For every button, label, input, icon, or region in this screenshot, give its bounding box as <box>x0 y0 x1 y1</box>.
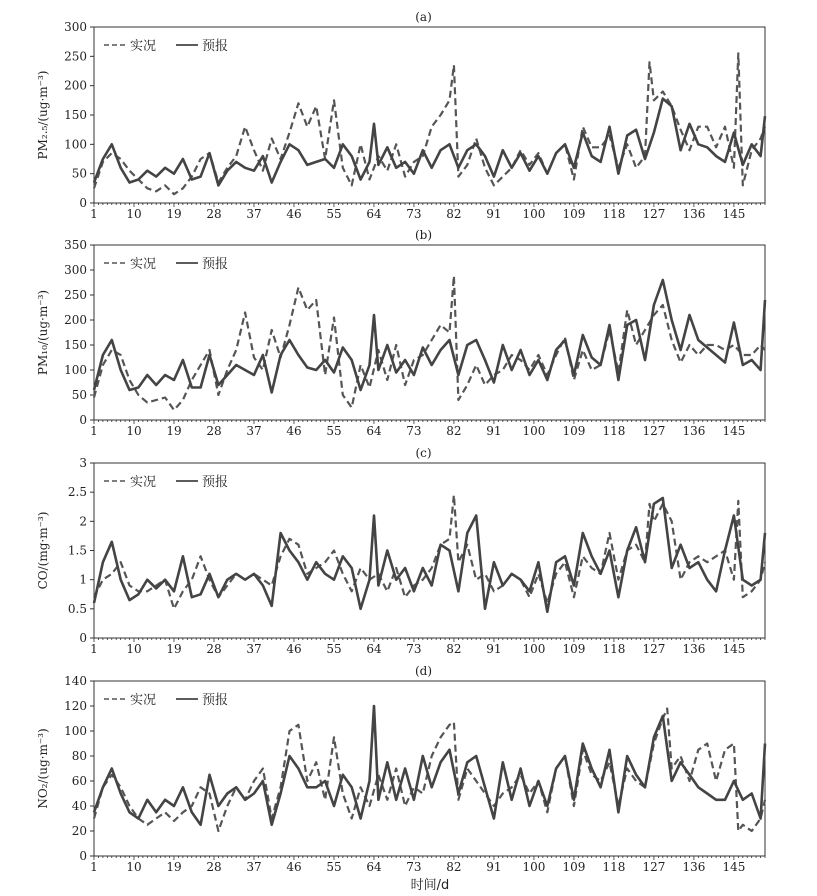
y-tick-label: 50 <box>71 166 87 181</box>
y-tick-label: 100 <box>64 137 87 152</box>
panel-3 <box>36 446 765 656</box>
y-tick-label: 20 <box>71 824 87 838</box>
x-tick-label: 28 <box>206 860 222 874</box>
y-tick-label: 3 <box>79 456 87 470</box>
x-tick-label: 73 <box>406 424 422 438</box>
x-tick-label: 10 <box>126 424 142 438</box>
y-tick-label: 200 <box>64 313 87 327</box>
panel-label: (c) <box>415 446 432 460</box>
y-axis-label: PM₂.₅/(ug·m⁻³) <box>36 70 50 160</box>
x-tick-label: 145 <box>722 642 746 656</box>
x-tick-label: 10 <box>126 642 142 656</box>
x-tick-label: 55 <box>326 860 342 874</box>
legend-forecast-label: 预报 <box>202 39 229 54</box>
x-tick-label: 109 <box>562 207 586 221</box>
x-tick-label: 28 <box>206 424 222 438</box>
x-tick-label: 91 <box>486 642 502 656</box>
y-axis-label: NO₂/(ug·m⁻³) <box>36 728 50 809</box>
y-tick-label: 40 <box>71 799 87 813</box>
y-tick-label: 140 <box>64 674 87 688</box>
x-tick-label: 10 <box>126 860 142 874</box>
x-tick-label: 118 <box>602 424 626 438</box>
y-tick-label: 60 <box>71 774 87 788</box>
x-tick-label: 100 <box>522 207 546 221</box>
x-tick-label: 28 <box>206 207 222 221</box>
x-tick-label: 109 <box>562 860 586 874</box>
y-tick-label: 100 <box>64 363 87 377</box>
x-tick-label: 55 <box>326 424 342 438</box>
x-axis-label: 时间/d <box>410 878 450 893</box>
x-tick-label: 127 <box>642 207 666 221</box>
y-tick-label: 200 <box>64 78 87 93</box>
y-tick-label: 120 <box>64 699 87 713</box>
y-tick-label: 50 <box>71 388 87 402</box>
y-tick-label: 1 <box>79 572 87 587</box>
x-tick-label: 19 <box>166 642 182 656</box>
x-tick-label: 28 <box>206 642 222 656</box>
x-tick-label: 64 <box>366 424 382 438</box>
x-tick-label: 100 <box>522 424 546 438</box>
x-tick-label: 73 <box>406 860 422 874</box>
x-tick-label: 82 <box>446 424 462 438</box>
x-tick-label: 82 <box>446 207 462 221</box>
x-tick-label: 118 <box>602 860 626 874</box>
x-tick-label: 136 <box>682 207 706 221</box>
x-tick-label: 46 <box>286 642 302 656</box>
legend-forecast-label: 预报 <box>202 257 229 272</box>
plot-frame <box>94 245 765 420</box>
x-tick-label: 91 <box>486 207 502 221</box>
y-tick-label: 150 <box>64 108 87 122</box>
x-tick-label: 37 <box>246 860 262 874</box>
y-tick-label: 0 <box>79 413 87 427</box>
y-tick-label: 300 <box>64 263 87 277</box>
x-tick-label: 100 <box>522 860 546 874</box>
x-tick-label: 127 <box>642 642 666 656</box>
y-axis-label: PM₁₀/(ug·m⁻³) <box>36 289 50 376</box>
y-tick-label: 0.5 <box>67 601 87 616</box>
x-tick-label: 37 <box>246 424 262 438</box>
series-observed-line <box>94 276 765 410</box>
x-tick-label: 55 <box>326 642 342 656</box>
panel-label: (d) <box>414 664 433 678</box>
y-tick-label: 250 <box>64 49 87 64</box>
x-tick-label: 1 <box>90 424 98 438</box>
x-tick-label: 136 <box>682 424 706 438</box>
x-tick-label: 64 <box>366 642 382 656</box>
series-forecast-line <box>94 498 765 612</box>
legend-observed-label: 实况 <box>130 693 157 708</box>
x-tick-label: 73 <box>406 207 422 221</box>
legend-forecast-label: 预报 <box>202 475 229 490</box>
legend-forecast-label: 预报 <box>202 693 229 708</box>
series-observed-line <box>94 53 765 194</box>
y-tick-label: 300 <box>64 20 87 34</box>
x-tick-label: 55 <box>326 207 342 221</box>
legend-observed-label: 实况 <box>130 475 157 490</box>
x-tick-label: 1 <box>90 207 98 221</box>
y-tick-label: 0 <box>79 849 87 863</box>
x-tick-label: 46 <box>286 860 302 874</box>
y-tick-label: 80 <box>71 749 87 763</box>
y-tick-label: 250 <box>64 288 87 302</box>
x-tick-label: 118 <box>602 207 626 221</box>
x-tick-label: 109 <box>562 642 586 656</box>
y-tick-label: 0 <box>79 631 87 645</box>
plot-frame <box>94 27 765 203</box>
plot-frame <box>94 463 765 638</box>
x-tick-label: 73 <box>406 642 422 656</box>
y-tick-label: 1.5 <box>67 543 87 558</box>
panel-1 <box>36 10 765 221</box>
panel-2 <box>36 228 765 438</box>
y-tick-label: 150 <box>64 338 87 352</box>
x-tick-label: 19 <box>166 860 182 874</box>
legend-observed-label: 实况 <box>130 39 157 54</box>
x-tick-label: 10 <box>126 207 142 221</box>
x-tick-label: 37 <box>246 207 262 221</box>
x-tick-label: 1 <box>90 860 98 874</box>
x-tick-label: 145 <box>722 207 746 221</box>
x-tick-label: 46 <box>286 207 302 221</box>
x-tick-label: 64 <box>366 860 382 874</box>
x-tick-label: 145 <box>722 424 746 438</box>
x-tick-label: 82 <box>446 642 462 656</box>
x-tick-label: 145 <box>722 860 746 874</box>
x-tick-label: 19 <box>166 424 182 438</box>
y-axis-label: CO/(mg·m⁻³) <box>36 511 50 590</box>
series-forecast-line <box>94 99 765 186</box>
x-tick-label: 136 <box>682 860 706 874</box>
y-tick-label: 2.5 <box>67 485 87 500</box>
x-tick-label: 19 <box>166 207 182 221</box>
y-tick-label: 0 <box>79 196 87 210</box>
panel-label: (b) <box>414 228 433 242</box>
x-tick-label: 109 <box>562 424 586 438</box>
y-tick-label: 100 <box>64 724 87 738</box>
y-tick-label: 350 <box>64 238 87 252</box>
x-tick-label: 64 <box>366 207 382 221</box>
x-tick-label: 100 <box>522 642 546 656</box>
panel-label: (a) <box>415 10 432 24</box>
x-tick-label: 1 <box>90 642 98 656</box>
legend-observed-label: 实况 <box>130 257 157 272</box>
x-tick-label: 37 <box>246 642 262 656</box>
x-tick-label: 91 <box>486 424 502 438</box>
y-tick-label: 2 <box>79 514 87 529</box>
x-tick-label: 127 <box>642 860 666 874</box>
x-tick-label: 136 <box>682 642 706 656</box>
x-tick-label: 127 <box>642 424 666 438</box>
panel-4 <box>36 664 765 874</box>
x-tick-label: 91 <box>486 860 502 874</box>
x-tick-label: 118 <box>602 642 626 656</box>
x-tick-label: 46 <box>286 424 302 438</box>
x-tick-label: 82 <box>446 860 462 874</box>
